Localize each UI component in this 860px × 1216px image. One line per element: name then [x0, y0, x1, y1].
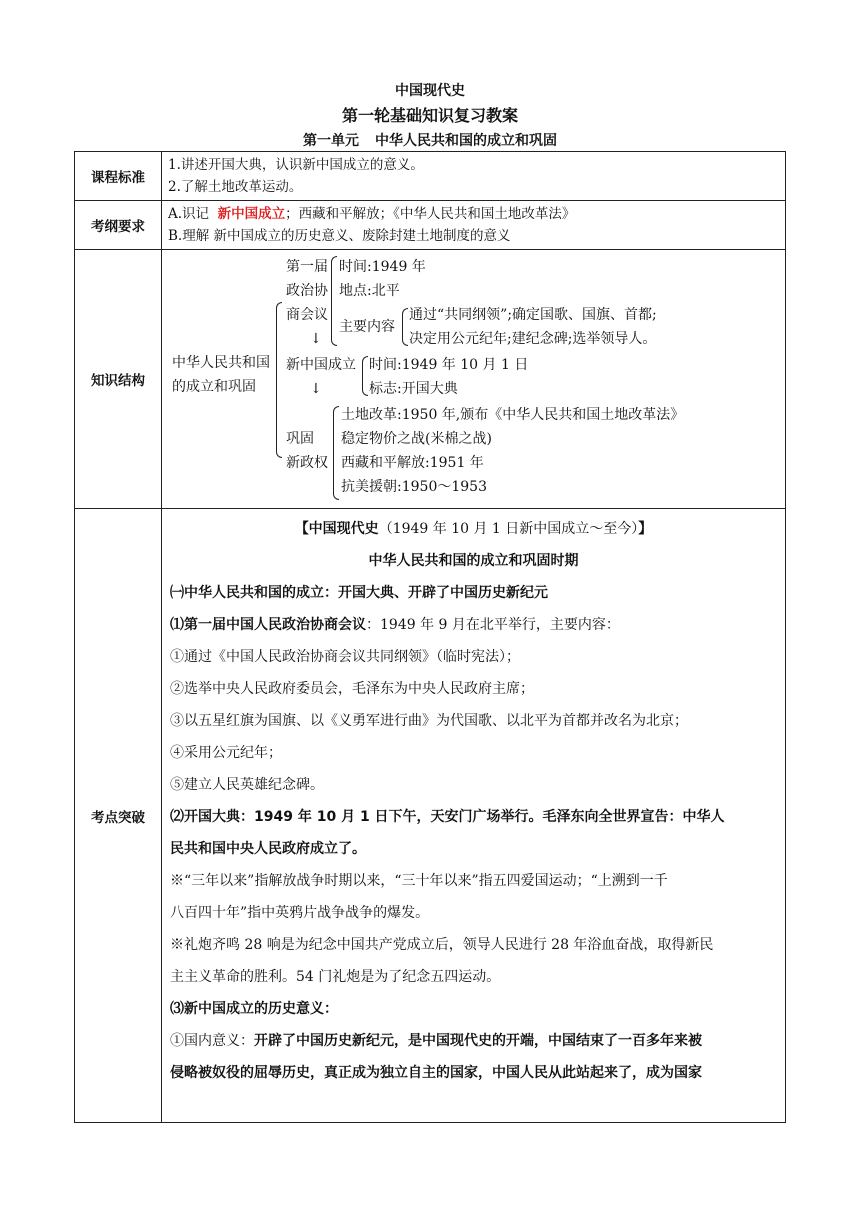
- ks-founding-brace: [362, 356, 368, 396]
- ks-consolidate-brace: [333, 406, 339, 500]
- doc-title: 中国现代史: [395, 83, 465, 99]
- point-2-text: 开国大典：1949 年 10 月 1 日下午，天安门广场举行。毛泽东向全世界宣告：中华人: [184, 809, 725, 825]
- note-1-line-2: 八百四十年”指中英鸦片战争战争的爆发。: [170, 905, 430, 921]
- outline-a-prefix: A.识记: [168, 206, 210, 222]
- ks-cppcc-2: 政治协: [286, 283, 328, 299]
- points-row: [75, 509, 786, 1123]
- period-bold: 【中国现代史: [294, 521, 379, 537]
- outline-label: 考纲要求: [75, 201, 162, 250]
- doc-subtitle: 第一轮基础知识复习教案: [341, 106, 518, 125]
- point-3-text: 新中国成立的历史意义：: [184, 1001, 338, 1017]
- ks-root-2: 的成立和巩固: [172, 379, 256, 395]
- ks-root-brace: [276, 302, 282, 458]
- point-1-rest: ：1949 年 9 月在北平举行，主要内容：: [366, 617, 620, 633]
- ks-founding-mark: 标志:开国大典: [369, 381, 458, 397]
- point-3-num: ⑶: [170, 1001, 184, 1017]
- outline-line-b: B.理解 新中国成立的历史意义、废除封建土地制度的意义: [168, 228, 511, 244]
- structure-diagram: [162, 250, 786, 509]
- heading-1: [170, 577, 777, 609]
- item-4: ④采用公元纪年；: [170, 745, 282, 761]
- meaning-1-line-2: 侵略被奴役的屈辱历史，真正成为独立自主的国家，中国人民从此站起来了，成为国家: [170, 1065, 702, 1081]
- ks-consolidate-2: 新政权: [286, 455, 328, 471]
- meaning-1-line-1: [170, 1025, 777, 1057]
- item-3: ③以五星红旗为国旗、以《义勇军进行曲》为代国歌、以北平为首都并改名为北京；: [170, 713, 688, 729]
- ks-content-2: 决定用公元纪年;建纪念碑;选举领导人。: [409, 331, 657, 347]
- ks-cppcc-time: 时间:1949 年: [339, 259, 426, 275]
- ks-founding-time: 时间:1949 年 10 月 1 日: [369, 357, 529, 373]
- heading-1-text: 中华人民共和国的成立：开国大典、开辟了中国历史新纪元: [184, 585, 548, 601]
- meaning-1-bold: 开辟了中国历史新纪元，是中国现代史的开端，中国结束了一百多年来被: [254, 1033, 702, 1049]
- points-label: 考点突破: [75, 509, 162, 1123]
- period-rest: （1949 年 10 月 1 日新中国成立～至今）: [378, 521, 639, 537]
- curriculum-line-2: 2.了解土地改革运动。: [168, 179, 303, 195]
- ks-c3: 西藏和平解放:1951 年: [341, 455, 484, 471]
- unit-title: 中华人民共和国的成立和巩固: [375, 133, 557, 149]
- ks-consolidate-1: 巩固: [286, 431, 314, 447]
- item-1: ①通过《中国人民政治协商会议共同纲领》（临时宪法）；: [170, 649, 520, 665]
- unit-label: 第一单元: [303, 133, 359, 149]
- curriculum-line-1: 1.讲述开国大典，认识新中国成立的意义。: [168, 157, 424, 173]
- structure-row: [75, 250, 786, 509]
- point-1-bold: 第一届中国人民政治协商会议: [184, 617, 366, 633]
- point-1-num: ⑴: [170, 617, 184, 633]
- points-content: [162, 509, 786, 1123]
- curriculum-content: [162, 152, 786, 201]
- unit-heading: [0, 130, 860, 150]
- outline-line-a: [168, 203, 779, 225]
- meaning-1-prefix: ①国内意义：: [170, 1033, 254, 1049]
- ks-c2: 稳定物价之战(米棉之战): [341, 431, 492, 447]
- ks-arrow-2: ↓: [310, 381, 322, 397]
- section-title: 中华人民共和国的成立和巩固时期: [368, 553, 579, 569]
- note-1-line-1: ※“三年以来”指解放战争时期以来，“三十年以来”指五四爱国运动；“上溯到一千: [170, 873, 668, 889]
- period-heading: [170, 513, 777, 545]
- ks-content-1: 通过“共同纲领”;确定国歌、国旗、首都;: [409, 307, 657, 323]
- ks-main-content: 主要内容: [339, 319, 395, 335]
- ks-c4: 抗美援朝:1950～1953: [341, 479, 487, 495]
- item-5: ⑤建立人民英雄纪念碑。: [170, 777, 324, 793]
- point-3: [170, 993, 777, 1025]
- ks-founding: 新中国成立: [286, 357, 356, 373]
- structure-label: 知识结构: [75, 250, 162, 509]
- ks-arrow-1: ↓: [310, 331, 322, 347]
- ks-cppcc-1: 第一届: [286, 259, 328, 275]
- ks-c1: 土地改革:1950 年,颁布《中华人民共和国土地改革法》: [341, 407, 685, 423]
- outline-a-rest: ；西藏和平解放；《中华人民共和国土地改革法》: [285, 206, 576, 222]
- item-2: ②选举中央人民政府委员会，毛泽东为中央人民政府主席；: [170, 681, 534, 697]
- ks-root-1: 中华人民共和国: [172, 355, 270, 371]
- curriculum-row: [75, 152, 786, 201]
- note-2-line-1: ※礼炮齐鸣 28 响是为纪念中国共产党成立后，领导人民进行 28 年浴血奋战，取得新民: [170, 937, 714, 953]
- heading-1-num: ㈠: [170, 585, 184, 601]
- ks-cppcc-3: 商会议: [286, 307, 328, 323]
- point-2-num: ⑵: [170, 809, 184, 825]
- ks-cppcc-place: 地点:北平: [339, 283, 400, 299]
- note-2-line-2: 主主义革命的胜利。54 门礼炮是为了纪念五四运动。: [170, 969, 501, 985]
- period-close: 】: [638, 521, 653, 537]
- ks-content-brace: [402, 308, 408, 346]
- point-2-line-2: 民共和国中央人民政府成立了。: [170, 841, 366, 857]
- outline-a-highlight: 新中国成立: [217, 206, 286, 222]
- curriculum-label: 课程标准: [75, 152, 162, 201]
- point-1: [170, 609, 777, 641]
- outline-content: [162, 201, 786, 250]
- ks-cppcc-brace: [331, 256, 337, 346]
- point-2-line-1: [170, 801, 777, 833]
- lesson-table: [74, 151, 786, 1123]
- outline-row: [75, 201, 786, 250]
